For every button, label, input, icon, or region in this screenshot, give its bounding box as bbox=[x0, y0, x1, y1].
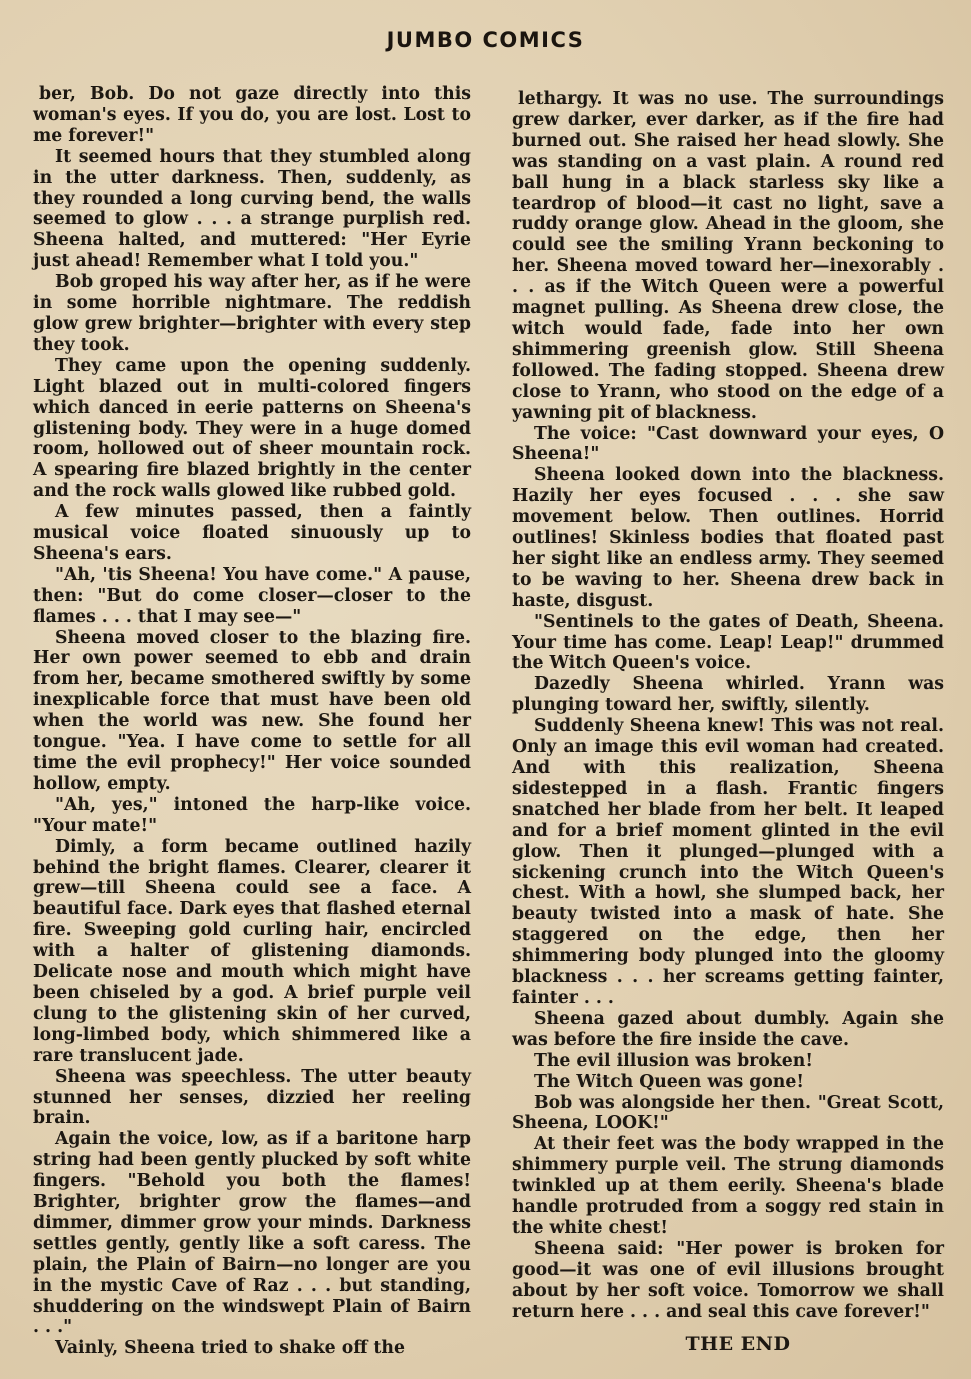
story-paragraph: Sheena looked down into the blackness. Hazily her eyes focused . . . she saw movement below. Then outlines. Horrid outlines! Skinless bodies that floated past her sight like an endless army. They seemed to be waving to her. Sheena drew back in haste, disgust. bbox=[512, 465, 944, 611]
page-header: JUMBO COMICS bbox=[386, 28, 585, 52]
story-paragraph: It seemed hours that they stumbled along in the utter darkness. Then, suddenly, as they rounded a long curving bend, the walls seemed to glow . . . a strange purplish red. Sheena halted, and muttered: "Her Eyrie just ahead! Remember what I told you." bbox=[33, 146, 471, 272]
story-paragraph: "Sentinels to the gates of Death, Sheena. Your time has come. Leap! Leap!" drummed the Witch Queen's voice. bbox=[512, 611, 944, 674]
story-paragraph: "Ah, 'tis Sheena! You have come." A pause, then: "But do come closer—closer to the flames . . . that I may see—" bbox=[33, 564, 471, 627]
story-paragraph: Dazedly Sheena whirled. Yrann was plunging toward her, swiftly, silently. bbox=[512, 674, 944, 716]
story-paragraph: Vainly, Sheena tried to shake off the bbox=[55, 1338, 405, 1359]
story-paragraph: The Witch Queen was gone! bbox=[534, 1071, 804, 1092]
story-paragraph: Suddenly Sheena knew! This was not real. Only an image this evil woman had created. And with this realization, Sheena sidestepped in a flash. Frantic fingers snatched her blade from her belt. It leaped and for a brief moment glinted in the evil glow. Then it plunged—plunged with a sickening crunch into the Witch Queen's chest. With a howl, she slumped back, her beauty twisted into a mask of hate. She staggered on the edge, then her shimmering body plunged into the gloomy blackness . . . her screams getting fainter, fainter . . . bbox=[512, 716, 944, 1008]
story-paragraph: At their feet was the body wrapped in the shimmery purple veil. The strung diamonds twinkled up at them eerily. Sheena's blade handle protruded from a soggy red stain in the white chest! bbox=[512, 1134, 944, 1238]
story-paragraph: Sheena gazed about dumbly. Again she was before the fire inside the cave. bbox=[512, 1008, 944, 1050]
story-paragraph: Sheena said: "Her power is broken for good—it was one of evil illusions brought about by her soft voice. Tomorrow we shall return here . . . and seal this cave forever!" bbox=[512, 1238, 944, 1322]
story-paragraph: Bob groped his way after her, as if he were in some horrible nightmare. The reddish glow grew brighter—brighter with every step they took. bbox=[33, 272, 471, 355]
right-column bbox=[512, 89, 944, 1355]
the-end-label: THE END bbox=[685, 1333, 791, 1356]
left-column bbox=[33, 84, 471, 1359]
story-paragraph: Sheena moved closer to the blazing fire. Her own power seemed to ebb and drain from her, became smothered swiftly by some inexplicable force that must have been old when the world was new. She found her tongue. "Yea. I have come to settle for all time the evil prophecy!" Her voice sounded hollow, empty. bbox=[33, 627, 471, 794]
story-paragraph: A few minutes passed, then a faintly musical voice floated sinuously up to Sheena's ears. bbox=[33, 502, 471, 564]
story-paragraph: They came upon the opening suddenly. Light blazed out in multi-colored fingers which danced in eerie patterns on Sheena's glistening body. They were in a huge domed room, hollowed out of sheer mountain rock. A spearing fire blazed brightly in the center and the rock walls glowed like rubbed gold. bbox=[33, 355, 471, 502]
story-paragraph: Bob was alongside her then. "Great Scott, Sheena, LOOK!" bbox=[512, 1092, 944, 1134]
story-paragraph: ber, Bob. Do not gaze directly into this woman's eyes. If you do, you are lost. Lost to me forever!" bbox=[33, 84, 471, 146]
story-paragraph: Again the voice, low, as if a baritone harp string had been gently plucked by soft white fingers. "Behold you both the flames! Brighter, brighter grow the flames—and dimmer, dimmer grow your minds. Darkness settles gently, gently like a soft caress. The plain, the Plain of Bairn—no longer are you in the mystic Cave of Raz . . . but standing, shuddering on the windswept Plain of Bairn . . ." bbox=[33, 1129, 471, 1338]
story-paragraph: The voice: "Cast downward your eyes, O Sheena!" bbox=[512, 423, 944, 465]
story-paragraph: "Ah, yes," intoned the harp-like voice. "Your mate!" bbox=[33, 794, 471, 836]
story-paragraph: Dimly, a form became outlined hazily behind the bright flames. Clearer, clearer it grew—till Sheena could see a face. A beautiful face. Dark eyes that flashed eternal fire. Sweeping gold curling hair, encircled with a halter of glistening diamonds. Delicate nose and mouth which might have been chiseled by a god. A brief purple veil clung to the glistening skin of her curved, long-limbed body, which shimmered like a rare translucent jade. bbox=[33, 836, 471, 1066]
story-paragraph: Sheena was speechless. The utter beauty stunned her senses, dizzied her reeling brain. bbox=[33, 1066, 471, 1129]
story-paragraph: The evil illusion was broken! bbox=[534, 1050, 813, 1071]
story-paragraph: lethargy. It was no use. The surroundings grew darker, ever darker, as if the fire had burned out. She raised her head slowly. She was standing on a vast plain. A round red ball hung in a black starless sky like a teardrop of blood—it cast no light, save a ruddy orange glow. Ahead in the gloom, she could see the smiling Yrann beckoning to her. Sheena moved toward her—inexorably . . . as if the Witch Queen were a powerful magnet pulling. As Sheena drew close, the witch would fade, fade into her own shimmering greenish glow. Still Sheena followed. The fading stopped. Sheena drew close to Yrann, who stood on the edge of a yawning pit of blackness. bbox=[512, 89, 944, 423]
